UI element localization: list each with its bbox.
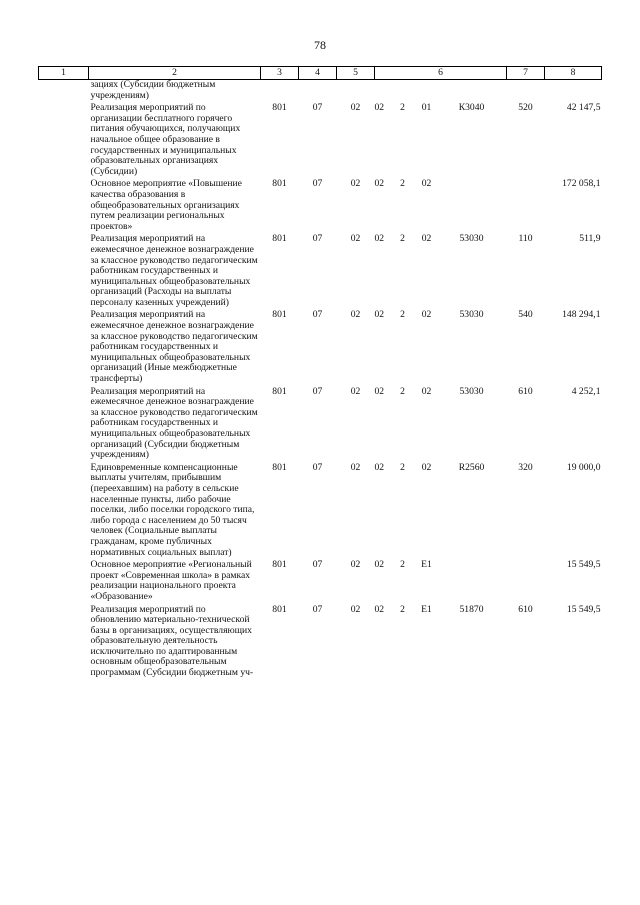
row-subsection-code: 02 (350, 385, 361, 397)
row-description: Основное мероприятие «Повышение качества образования в общеобразовательных организациях путем реализации региональных проектов» (90, 178, 242, 232)
cell-col-1 (39, 234, 89, 310)
row-target-article (375, 234, 507, 310)
table-row (39, 560, 602, 604)
row-section-code: 07 (312, 102, 323, 114)
row-amount: 4 252,1 (571, 385, 601, 397)
row-program-code: 02 (374, 385, 385, 397)
header-col-7: 7 (507, 67, 545, 80)
row-subprogram-code: 2 (400, 559, 405, 571)
table-row (39, 387, 602, 463)
header-col-3: 3 (261, 67, 299, 80)
row-expense-type (507, 560, 545, 604)
row-ministry-code: 801 (272, 603, 287, 615)
row-event-code: 02 (421, 461, 432, 473)
row-event-code: E1 (421, 603, 432, 615)
row-amount: 42 147,5 (566, 102, 601, 114)
row-subprogram-code: 2 (400, 385, 405, 397)
row-expense-type: 610 (518, 603, 533, 615)
table-row (39, 310, 602, 386)
row-subsection-code: 02 (350, 461, 361, 473)
row-expense-type: 540 (518, 309, 533, 321)
row-section-code: 07 (312, 309, 323, 321)
row-target-article (375, 560, 507, 604)
row-direction-code (442, 560, 502, 571)
cell-col-1 (39, 605, 89, 681)
row-program-code: 02 (374, 603, 385, 615)
row-description: зациях (Субсидии бюджетным учреждениям) (90, 79, 216, 101)
row-subsection-code (337, 80, 375, 104)
budget-table (38, 66, 602, 681)
row-ministry-code: 801 (272, 309, 287, 321)
header-col-5: 5 (337, 67, 375, 80)
cell-col-1 (39, 463, 89, 560)
row-ministry-code: 801 (272, 385, 287, 397)
row-description: Реализация мероприятий на ежемесячное денежное вознаграждение за классное руководство педагогическим работникам государственных и муниципальных общеобразовательных организаций (Расходы на выплаты персоналу казенных учреждений) (90, 233, 258, 308)
row-ministry-code: 801 (272, 461, 287, 473)
row-amount (545, 80, 602, 104)
row-program-code: 02 (374, 461, 385, 473)
row-direction-code: К3040 (458, 102, 485, 114)
row-ministry-code: 801 (272, 178, 287, 190)
row-program-code: 02 (374, 178, 385, 190)
row-event-code: E1 (421, 559, 432, 571)
header-row (39, 67, 602, 80)
row-direction-code: 53030 (459, 233, 484, 245)
row-amount: 148 294,1 (562, 309, 601, 321)
row-target-article (375, 310, 507, 386)
row-target-article (375, 387, 507, 463)
row-section-code: 07 (312, 233, 323, 245)
row-description: Основное мероприятие «Региональный проект «Современная школа» в рамках реализации национального проекта «Образование» (90, 559, 252, 602)
row-subprogram-code: 2 (400, 102, 405, 114)
row-ministry-code: 801 (272, 559, 287, 571)
row-description: Единовременные компенсационные выплаты учителям, прибывшим (переехавшим) на работу в сельские населенные пункты, либо рабочие поселки, либо поселки городского типа, либо города с населением до 50 тысяч человек (Социальные выплаты гражданам, кроме публичных нормативных социальных выплат) (90, 461, 255, 558)
row-ministry-code: 801 (272, 233, 287, 245)
cell-col-1 (39, 103, 89, 179)
header-col-6: 6 (375, 67, 507, 80)
row-direction-code (442, 179, 502, 190)
row-expense-type: 110 (518, 233, 533, 245)
header-col-4: 4 (299, 67, 337, 80)
row-description: Реализация мероприятий по обновлению материально-технической базы в организациях, осуществляющих образовательную деятельность исключительно по адаптированным основным общеобразовательным программам (Субсидии бюджетным уч- (90, 603, 254, 679)
row-subprogram-code: 2 (400, 309, 405, 321)
row-event-code: 02 (421, 309, 432, 321)
row-event-code: 01 (421, 102, 432, 114)
row-section-code: 07 (312, 603, 323, 615)
row-subprogram-code: 2 (400, 178, 405, 190)
row-amount: 15 549,5 (566, 559, 601, 571)
table-row (39, 605, 602, 681)
row-expense-type (507, 179, 545, 234)
row-subsection-code: 02 (350, 309, 361, 321)
table-row (39, 80, 602, 104)
row-ministry-code: 801 (272, 102, 287, 114)
table-row (39, 103, 602, 179)
row-section-code: 07 (312, 559, 323, 571)
header-col-8: 8 (545, 67, 602, 80)
cell-col-1 (39, 387, 89, 463)
row-target-article (375, 179, 507, 234)
row-direction-code: 51870 (459, 603, 484, 615)
row-program-code: 02 (374, 233, 385, 245)
row-expense-type: 320 (518, 461, 533, 473)
row-target-article (375, 103, 507, 179)
row-subprogram-code: 2 (400, 233, 405, 245)
row-subsection-code: 02 (350, 603, 361, 615)
row-target-article (375, 463, 507, 560)
row-section-code: 07 (312, 178, 323, 190)
page-number: 78 (314, 38, 326, 52)
row-amount: 19 000,0 (566, 461, 601, 473)
row-section-code: 07 (312, 385, 323, 397)
row-direction-code: 53030 (459, 309, 484, 321)
row-subprogram-code: 2 (400, 461, 405, 473)
row-program-code: 02 (374, 102, 385, 114)
row-event-code: 02 (421, 233, 432, 245)
cell-col-1 (39, 310, 89, 386)
cell-col-1 (39, 80, 89, 104)
cell-col-1 (39, 560, 89, 604)
row-subsection-code: 02 (350, 178, 361, 190)
row-description: Реализация мероприятий по организации бесплатного горячего питания обучающихся, получающих начальное общее образование в государственных и муниципальных образовательных организациях (Субсидии) (90, 102, 241, 177)
header-col-1: 1 (39, 67, 89, 80)
row-amount: 172 058,1 (562, 178, 601, 190)
header-col-2: 2 (89, 67, 261, 80)
row-direction-code: R2560 (458, 461, 485, 473)
row-program-code: 02 (374, 309, 385, 321)
table-row (39, 463, 602, 560)
row-subsection-code: 02 (350, 102, 361, 114)
row-expense-type: 520 (518, 102, 533, 114)
row-subsection-code: 02 (350, 559, 361, 571)
table-row (39, 234, 602, 310)
row-program-code: 02 (374, 559, 385, 571)
row-event-code: 02 (421, 178, 432, 190)
row-ministry-code (261, 80, 299, 104)
row-expense-type: 610 (518, 385, 533, 397)
cell-col-1 (39, 179, 89, 234)
row-subsection-code: 02 (350, 233, 361, 245)
row-description: Реализация мероприятий на ежемесячное денежное вознаграждение за классное руководство педагогическим работникам государственных и муниципальных общеобразовательных организаций (Иные межбюджетные трансферты) (90, 309, 258, 385)
row-event-code: 02 (421, 385, 432, 397)
row-target-article (375, 605, 507, 681)
row-amount: 15 549,5 (566, 603, 601, 615)
table-row (39, 179, 602, 234)
row-description: Реализация мероприятий на ежемесячное денежное вознаграждение за классное руководство педагогическим работникам государственных и муниципальных общеобразовательных организаций (Субсидии бюджетным учреждениям) (90, 385, 258, 461)
row-section-code: 07 (312, 461, 323, 473)
row-amount: 511,9 (579, 233, 601, 245)
row-target-article (375, 80, 507, 104)
row-subprogram-code: 2 (400, 603, 405, 615)
row-direction-code: 53030 (459, 385, 484, 397)
row-section-code (299, 80, 337, 104)
row-expense-type (507, 80, 545, 104)
